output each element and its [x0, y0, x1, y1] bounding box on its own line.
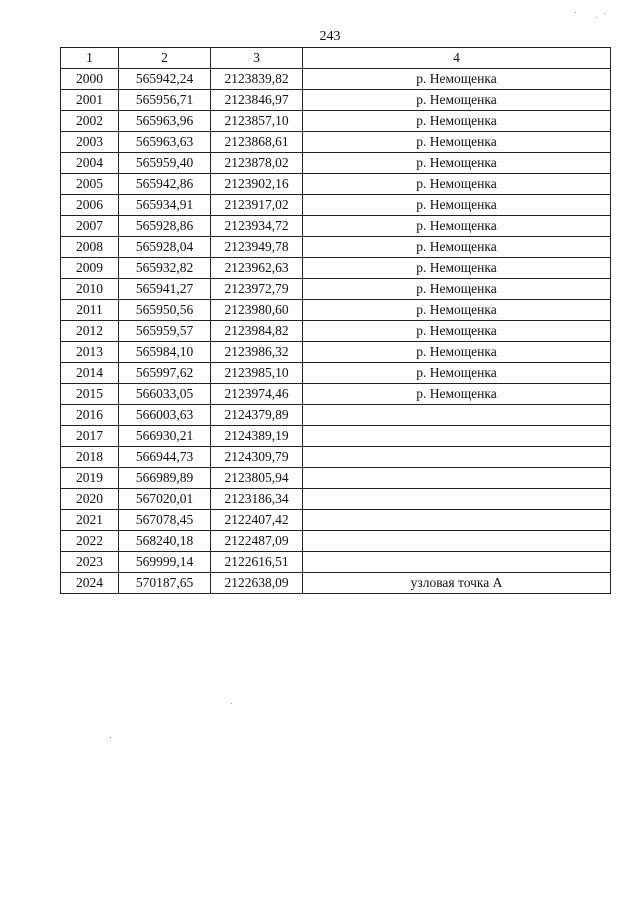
cell-x-coordinate: 565963,96 [119, 111, 211, 132]
table-row [61, 132, 611, 153]
header-row [61, 48, 611, 69]
table-row [61, 69, 611, 90]
table-body [61, 69, 611, 594]
cell-point-number: 2021 [61, 510, 119, 531]
cell-description [303, 405, 611, 426]
cell-x-coordinate: 566944,73 [119, 447, 211, 468]
cell-x-coordinate: 565928,04 [119, 237, 211, 258]
cell-y-coordinate: 2123186,34 [211, 489, 303, 510]
table-row [61, 552, 611, 573]
cell-description: р. Немощенка [303, 300, 611, 321]
cell-point-number: 2018 [61, 447, 119, 468]
cell-point-number: 2008 [61, 237, 119, 258]
cell-description: р. Немощенка [303, 174, 611, 195]
cell-x-coordinate: 566003,63 [119, 405, 211, 426]
cell-x-coordinate: 566033,05 [119, 384, 211, 405]
cell-x-coordinate: 567020,01 [119, 489, 211, 510]
table-row [61, 447, 611, 468]
cell-x-coordinate: 566930,21 [119, 426, 211, 447]
cell-y-coordinate: 2123805,94 [211, 468, 303, 489]
cell-point-number: 2002 [61, 111, 119, 132]
table-row [61, 342, 611, 363]
scan-speck [604, 13, 605, 14]
table-row [61, 573, 611, 594]
cell-description [303, 447, 611, 468]
cell-x-coordinate: 565984,10 [119, 342, 211, 363]
cell-point-number: 2014 [61, 363, 119, 384]
cell-y-coordinate: 2123934,72 [211, 216, 303, 237]
cell-description: р. Немощенка [303, 69, 611, 90]
cell-description: р. Немощенка [303, 384, 611, 405]
cell-point-number: 2006 [61, 195, 119, 216]
cell-x-coordinate: 565997,62 [119, 363, 211, 384]
cell-point-number: 2022 [61, 531, 119, 552]
cell-y-coordinate: 2123868,61 [211, 132, 303, 153]
cell-x-coordinate: 570187,65 [119, 573, 211, 594]
cell-description: р. Немощенка [303, 90, 611, 111]
header-cell-description: 4 [303, 48, 611, 69]
cell-y-coordinate: 2122407,42 [211, 510, 303, 531]
cell-description: р. Немощенка [303, 111, 611, 132]
table-row [61, 258, 611, 279]
table-row [61, 111, 611, 132]
cell-point-number: 2017 [61, 426, 119, 447]
cell-point-number: 2001 [61, 90, 119, 111]
cell-point-number: 2013 [61, 342, 119, 363]
cell-x-coordinate: 565959,57 [119, 321, 211, 342]
cell-description: узловая точка А [303, 573, 611, 594]
table-row [61, 90, 611, 111]
table-row [61, 300, 611, 321]
cell-description: р. Немощенка [303, 153, 611, 174]
table-row [61, 237, 611, 258]
cell-point-number: 2012 [61, 321, 119, 342]
table-row [61, 279, 611, 300]
cell-point-number: 2020 [61, 489, 119, 510]
cell-y-coordinate: 2124379,89 [211, 405, 303, 426]
cell-y-coordinate: 2123949,78 [211, 237, 303, 258]
scan-speck [231, 703, 232, 704]
cell-x-coordinate: 565934,91 [119, 195, 211, 216]
cell-point-number: 2005 [61, 174, 119, 195]
cell-y-coordinate: 2123857,10 [211, 111, 303, 132]
cell-point-number: 2003 [61, 132, 119, 153]
cell-y-coordinate: 2123986,32 [211, 342, 303, 363]
cell-y-coordinate: 2123878,02 [211, 153, 303, 174]
scan-speck [596, 17, 597, 18]
cell-y-coordinate: 2122638,09 [211, 573, 303, 594]
cell-y-coordinate: 2123974,46 [211, 384, 303, 405]
cell-y-coordinate: 2123839,82 [211, 69, 303, 90]
cell-y-coordinate: 2124309,79 [211, 447, 303, 468]
cell-y-coordinate: 2123972,79 [211, 279, 303, 300]
table-row [61, 531, 611, 552]
table-row [61, 195, 611, 216]
cell-y-coordinate: 2123980,60 [211, 300, 303, 321]
cell-description [303, 531, 611, 552]
cell-x-coordinate: 567078,45 [119, 510, 211, 531]
header-cell-point-number: 1 [61, 48, 119, 69]
scan-speck [110, 737, 111, 738]
cell-x-coordinate: 566989,89 [119, 468, 211, 489]
table-row [61, 426, 611, 447]
table-row [61, 363, 611, 384]
cell-description: р. Немощенка [303, 363, 611, 384]
cell-description: р. Немощенка [303, 132, 611, 153]
cell-y-coordinate: 2122616,51 [211, 552, 303, 573]
cell-point-number: 2015 [61, 384, 119, 405]
cell-x-coordinate: 565959,40 [119, 153, 211, 174]
scan-speck [575, 12, 576, 13]
cell-x-coordinate: 569999,14 [119, 552, 211, 573]
cell-point-number: 2019 [61, 468, 119, 489]
cell-description [303, 426, 611, 447]
table-row [61, 468, 611, 489]
page-number: 243 [319, 29, 341, 44]
table-row [61, 216, 611, 237]
cell-y-coordinate: 2124389,19 [211, 426, 303, 447]
cell-y-coordinate: 2123985,10 [211, 363, 303, 384]
cell-description [303, 468, 611, 489]
cell-y-coordinate: 2123846,97 [211, 90, 303, 111]
cell-description: р. Немощенка [303, 258, 611, 279]
cell-point-number: 2007 [61, 216, 119, 237]
cell-x-coordinate: 565950,56 [119, 300, 211, 321]
cell-x-coordinate: 565956,71 [119, 90, 211, 111]
cell-description: р. Немощенка [303, 342, 611, 363]
cell-description: р. Немощенка [303, 237, 611, 258]
cell-description [303, 510, 611, 531]
cell-description: р. Немощенка [303, 321, 611, 342]
cell-description: р. Немощенка [303, 195, 611, 216]
cell-x-coordinate: 565942,24 [119, 69, 211, 90]
table-header [61, 48, 611, 69]
table-row [61, 489, 611, 510]
cell-x-coordinate: 565928,86 [119, 216, 211, 237]
coordinates-table [60, 47, 611, 594]
cell-point-number: 2000 [61, 69, 119, 90]
table-row [61, 321, 611, 342]
cell-point-number: 2011 [61, 300, 119, 321]
table-row [61, 153, 611, 174]
cell-description [303, 552, 611, 573]
cell-x-coordinate: 568240,18 [119, 531, 211, 552]
table-row [61, 384, 611, 405]
cell-x-coordinate: 565932,82 [119, 258, 211, 279]
table-row [61, 405, 611, 426]
cell-point-number: 2024 [61, 573, 119, 594]
cell-x-coordinate: 565942,86 [119, 174, 211, 195]
header-cell-y-coordinate: 3 [211, 48, 303, 69]
table-row [61, 510, 611, 531]
cell-point-number: 2010 [61, 279, 119, 300]
cell-description: р. Немощенка [303, 279, 611, 300]
cell-point-number: 2004 [61, 153, 119, 174]
cell-y-coordinate: 2122487,09 [211, 531, 303, 552]
cell-y-coordinate: 2123962,63 [211, 258, 303, 279]
cell-point-number: 2016 [61, 405, 119, 426]
cell-point-number: 2009 [61, 258, 119, 279]
cell-x-coordinate: 565941,27 [119, 279, 211, 300]
header-cell-x-coordinate: 2 [119, 48, 211, 69]
cell-x-coordinate: 565963,63 [119, 132, 211, 153]
table-row [61, 174, 611, 195]
cell-y-coordinate: 2123917,02 [211, 195, 303, 216]
cell-y-coordinate: 2123984,82 [211, 321, 303, 342]
cell-y-coordinate: 2123902,16 [211, 174, 303, 195]
cell-description [303, 489, 611, 510]
cell-description: р. Немощенка [303, 216, 611, 237]
cell-point-number: 2023 [61, 552, 119, 573]
